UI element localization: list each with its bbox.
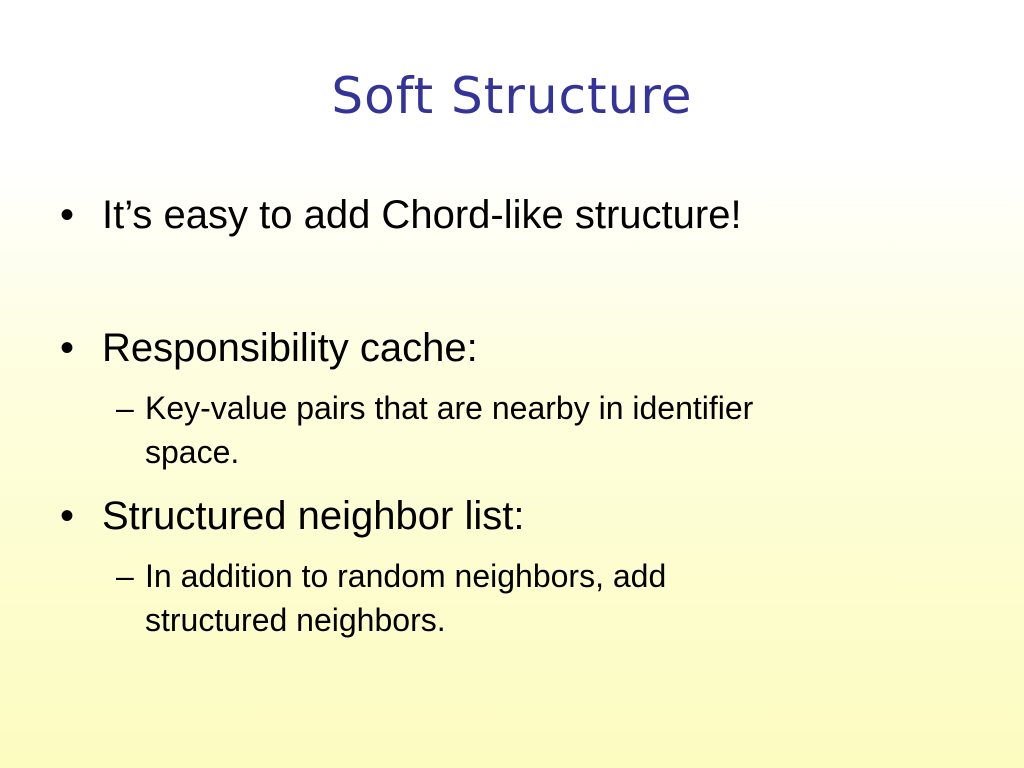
sub-text xyxy=(145,386,925,474)
bullet-text: It’s easy to add Chord-like structure! xyxy=(102,193,742,237)
sub-text-line: space. xyxy=(145,434,240,470)
sub-text-line: In addition to random neighbors, add xyxy=(145,558,667,594)
sub-text-line: Key-value pairs that are nearby in identifier xyxy=(145,390,754,426)
sub-text-line: structured neighbors. xyxy=(145,602,446,638)
slide-title: Soft Structure xyxy=(331,67,693,125)
bullet-marker: • xyxy=(60,193,75,237)
sub-marker: – xyxy=(116,558,134,594)
bullet-text: Structured neighbor list: xyxy=(102,494,525,538)
bullet-marker: • xyxy=(60,494,75,538)
sub-text xyxy=(145,554,925,642)
bullet-text: Responsibility cache: xyxy=(102,326,478,370)
sub-marker: – xyxy=(116,390,134,426)
bullet-marker: • xyxy=(60,326,75,370)
